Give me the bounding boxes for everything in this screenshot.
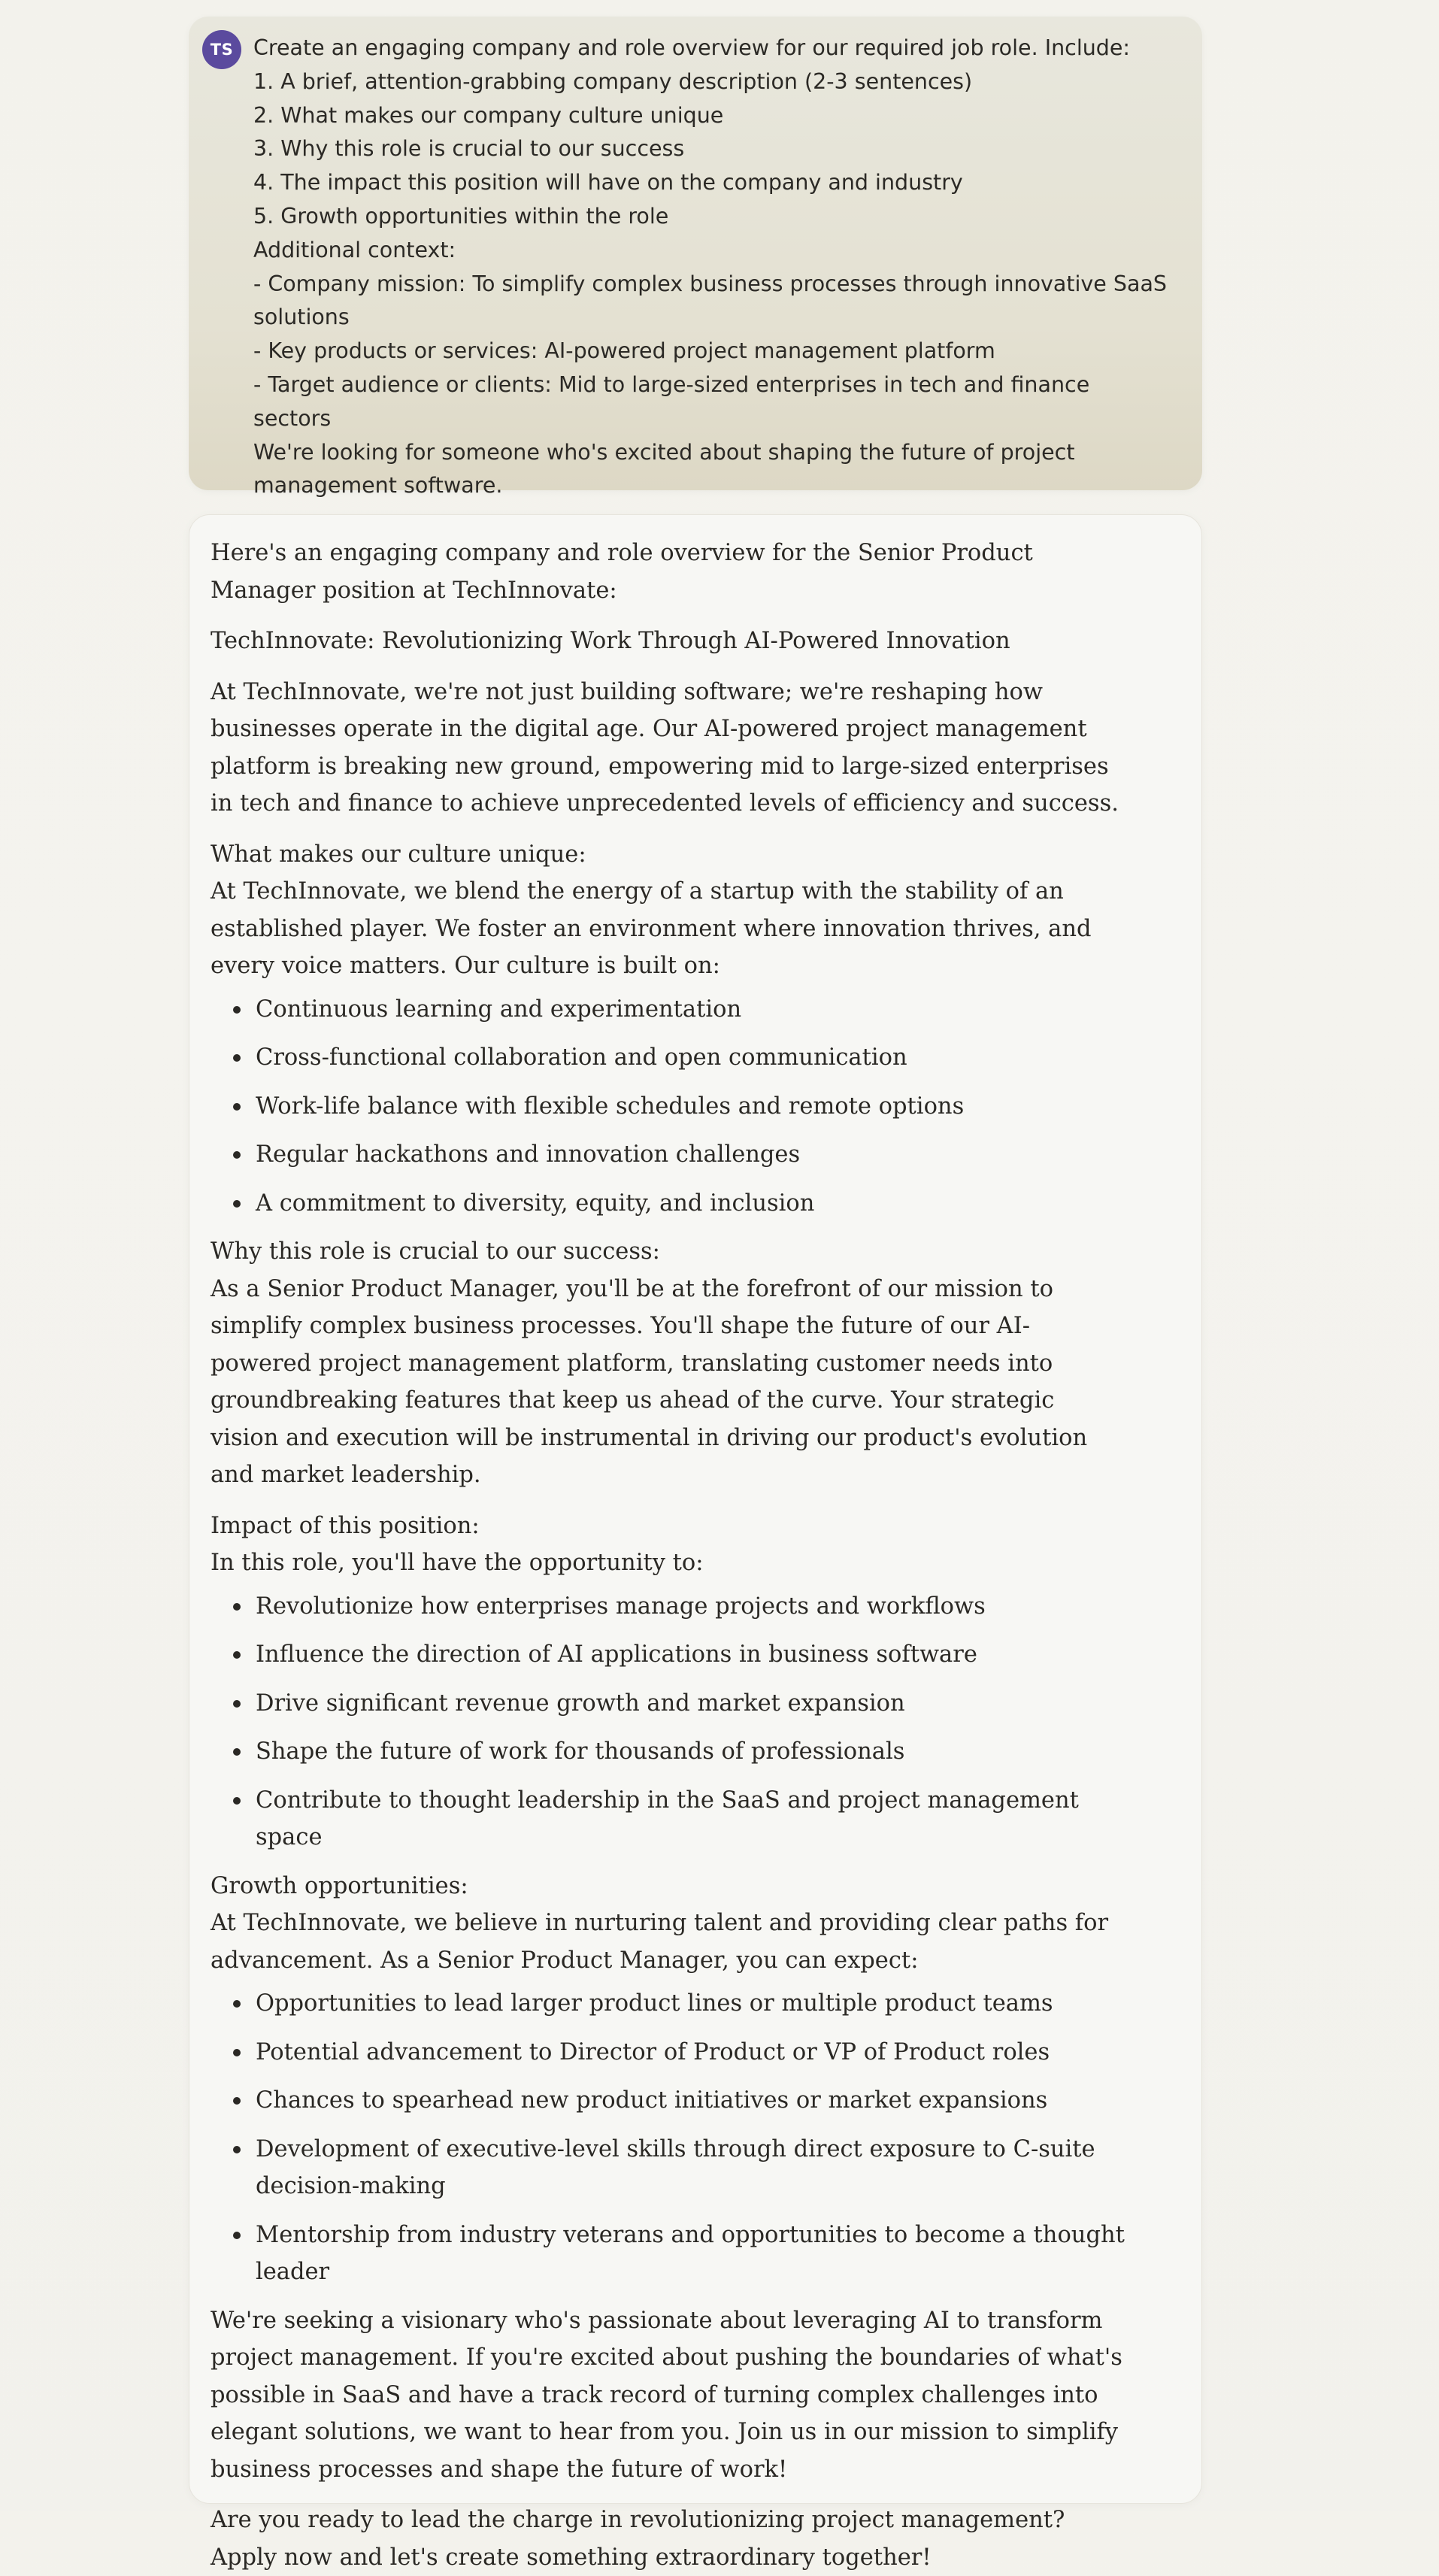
closing-text: We're seeking a visionary who's passionate about leveraging AI to transform project management. If you're excited about pushing the boundaries of what's possible in SaaS and have a track record of turning complex challenges into elegant solutions, we want to hear from you. Join us in our mission to simplify business processes and shape the future of work! [211,2307,1122,2483]
impact-list [211,1588,1126,1856]
user-message-line: 3. Why this role is crucial to our success [253,136,685,162]
growth-heading: Growth opportunities: [211,1872,468,1899]
user-message-line: 4. The impact this position will have on the company and industry [253,170,963,195]
impact-text: In this role, you'll have the opportunity to: [211,1550,704,1576]
assistant-message [189,514,1202,2571]
role-text: As a Senior Product Manager, you'll be at the forefront of our mission to simplify complex business processes. You'll shape the future of our AI-powered project management platform, translating customer needs into groundbreaking features that keep us ahead of the curve. Your strategic vision and execution will be instrumental in driving our product's evolution and market leadership. [211,1275,1088,1488]
list-item: Potential advancement to Director of Product or VP of Product roles [256,2034,1126,2071]
culture-heading: What makes our culture unique: [211,841,586,868]
user-message-line: 5. Growth opportunities within the role [253,203,669,229]
user-message-line: 1. A brief, attention-grabbing company description (2-3 sentences) [253,68,973,94]
list-item: Drive significant revenue growth and market expansion [256,1685,1126,1723]
list-item: Chances to spearhead new product initiatives or market expansions [256,2082,1126,2120]
company-description: At TechInnovate, we're not just building software; we're reshaping how businesses operate in the digital age. Our AI-powered project management platform is breaking new ground, empowering mid to large-sized enterprises in tech and finance to achieve unprecedented levels of efficiency and success. [211,678,1119,817]
list-item: Continuous learning and experimentation [256,991,1126,1029]
list-item: Shape the future of work for thousands of professionals [256,1733,1126,1771]
list-item: A commitment to diversity, equity, and inclusion [256,1185,1126,1223]
growth-list [211,1985,1126,2291]
user-avatar[interactable]: TS [202,30,241,69]
user-message-line: Create an engaging company and role overview for our required job role. Include: [253,35,1131,60]
user-message-line: 2. What makes our company culture unique [253,102,724,128]
list-item: Work-life balance with flexible schedules and remote options [256,1088,1126,1126]
list-item: Influence the direction of AI applications in business software [256,1636,1126,1674]
call-to-action: Are you ready to lead the charge in revolutionizing project management? Apply now and let's create something extraordinary together! [211,2507,1065,2571]
user-message-line: - Target audience or clients: Mid to large-sized enterprises in tech and finance sectors [253,371,1090,431]
user-message-line: We're looking for someone who's excited about shaping the future of project management software. [253,439,1075,499]
list-item: Contribute to thought leadership in the SaaS and project management space [256,1782,1126,1856]
culture-text: At TechInnovate, we blend the energy of a startup with the stability of an established player. We foster an environment where innovation thrives, and every voice matters. Our culture is built on: [211,878,1092,979]
growth-text: At TechInnovate, we believe in nurturing talent and providing clear paths for advancement. As a Senior Product Manager, you can expect: [211,1910,1109,1974]
user-message [189,17,1202,499]
list-item: Mentorship from industry veterans and opportunities to become a thought leader [256,2217,1126,2291]
list-item: Development of executive-level skills through direct exposure to C-suite decision-making [256,2131,1126,2205]
user-message-line: - Key products or services: AI-powered project management platform [253,338,995,364]
user-message-line: Additional context: [253,237,456,262]
headline: TechInnovate: Revolutionizing Work Through AI-Powered Innovation [211,628,1010,654]
impact-heading: Impact of this position: [211,1512,480,1539]
list-item: Regular hackathons and innovation challenges [256,1136,1126,1174]
culture-list [211,991,1126,1223]
list-item: Revolutionize how enterprises manage projects and workflows [256,1588,1126,1626]
list-item: Cross-functional collaboration and open communication [256,1039,1126,1077]
list-item: Opportunities to lead larger product lines or multiple product teams [256,1985,1126,2023]
user-message-line: - Company mission: To simplify complex business processes through innovative SaaS solutions [253,271,1168,330]
role-heading: Why this role is crucial to our success: [211,1238,660,1265]
intro-text: Here's an engaging company and role overview for the Senior Product Manager position at TechInnovate: [211,540,1033,604]
